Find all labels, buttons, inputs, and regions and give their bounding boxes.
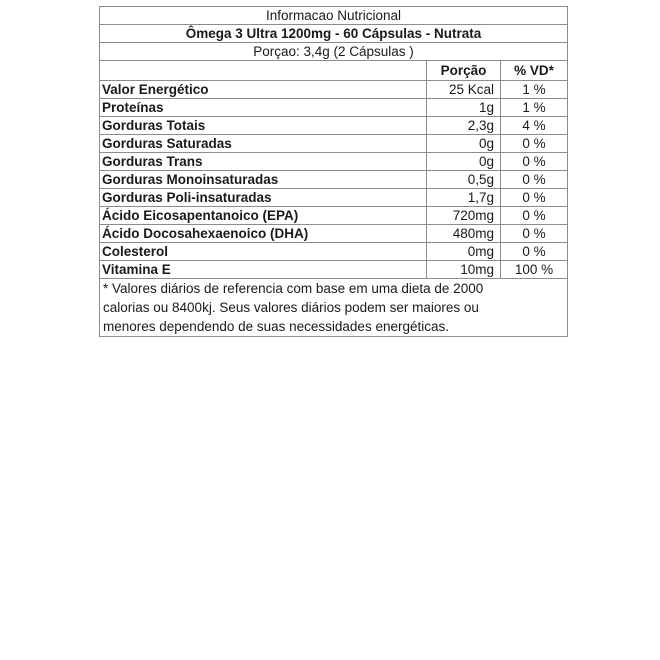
nutrient-vd: 0 % <box>501 171 568 189</box>
nutrient-name: Gorduras Poli-insaturadas <box>100 189 427 207</box>
footnote-row <box>100 279 568 337</box>
nutrient-amount: 720mg <box>427 207 501 225</box>
nutrient-name: Valor Energético <box>100 81 427 99</box>
nutrient-vd: 0 % <box>501 189 568 207</box>
nutrient-row <box>100 189 568 207</box>
nutrient-vd: 4 % <box>501 117 568 135</box>
nutrient-vd: 0 % <box>501 153 568 171</box>
nutrient-name: Vitamina E <box>100 261 427 279</box>
nutrient-amount: 10mg <box>427 261 501 279</box>
header-amount: Porção <box>427 61 501 81</box>
nutrient-name: Gorduras Totais <box>100 117 427 135</box>
header-name <box>100 61 427 81</box>
nutrient-amount: 0g <box>427 153 501 171</box>
nutrient-vd: 0 % <box>501 207 568 225</box>
nutrient-name: Colesterol <box>100 243 427 261</box>
product-name: Ômega 3 Ultra 1200mg - 60 Cápsulas - Nutrata <box>100 25 568 43</box>
nutrient-vd: 0 % <box>501 243 568 261</box>
nutrient-name: Ácido Docosahexaenoico (DHA) <box>100 225 427 243</box>
header-row <box>100 61 568 81</box>
nutrient-name: Gorduras Trans <box>100 153 427 171</box>
serving-row <box>100 43 568 61</box>
nutrition-facts-table <box>99 6 568 337</box>
title-row <box>100 7 568 25</box>
subtitle-row <box>100 25 568 43</box>
nutrient-amount: 0mg <box>427 243 501 261</box>
nutrient-amount: 0,5g <box>427 171 501 189</box>
footnote-line: * Valores diários de referencia com base em uma dieta de 2000 <box>103 281 484 296</box>
nutrient-vd: 0 % <box>501 135 568 153</box>
nutrient-row <box>100 243 568 261</box>
nutrient-name: Proteínas <box>100 99 427 117</box>
nutrient-amount: 25 Kcal <box>427 81 501 99</box>
nutrient-row <box>100 225 568 243</box>
nutrient-row <box>100 135 568 153</box>
nutrient-row <box>100 117 568 135</box>
table-title: Informacao Nutricional <box>100 7 568 25</box>
nutrient-amount: 2,3g <box>427 117 501 135</box>
nutrient-row <box>100 153 568 171</box>
nutrient-row <box>100 171 568 189</box>
nutrient-amount: 1g <box>427 99 501 117</box>
serving-size: Porçao: 3,4g (2 Cápsulas ) <box>100 43 568 61</box>
nutrient-vd: 0 % <box>501 225 568 243</box>
nutrient-row <box>100 261 568 279</box>
nutrient-amount: 1,7g <box>427 189 501 207</box>
nutrient-row <box>100 81 568 99</box>
nutrient-amount: 480mg <box>427 225 501 243</box>
nutrient-vd: 100 % <box>501 261 568 279</box>
footnote <box>100 279 568 337</box>
nutrient-vd: 1 % <box>501 99 568 117</box>
nutrient-row <box>100 99 568 117</box>
nutrient-amount: 0g <box>427 135 501 153</box>
footnote-line: calorias ou 8400kj. Seus valores diários podem ser maiores ou <box>103 300 479 315</box>
nutrient-vd: 1 % <box>501 81 568 99</box>
header-vd: % VD* <box>501 61 568 81</box>
nutrient-name: Gorduras Monoinsaturadas <box>100 171 427 189</box>
nutrient-name: Ácido Eicosapentanoico (EPA) <box>100 207 427 225</box>
nutrient-row <box>100 207 568 225</box>
footnote-line: menores dependendo de suas necessidades energéticas. <box>103 319 449 334</box>
nutrient-name: Gorduras Saturadas <box>100 135 427 153</box>
